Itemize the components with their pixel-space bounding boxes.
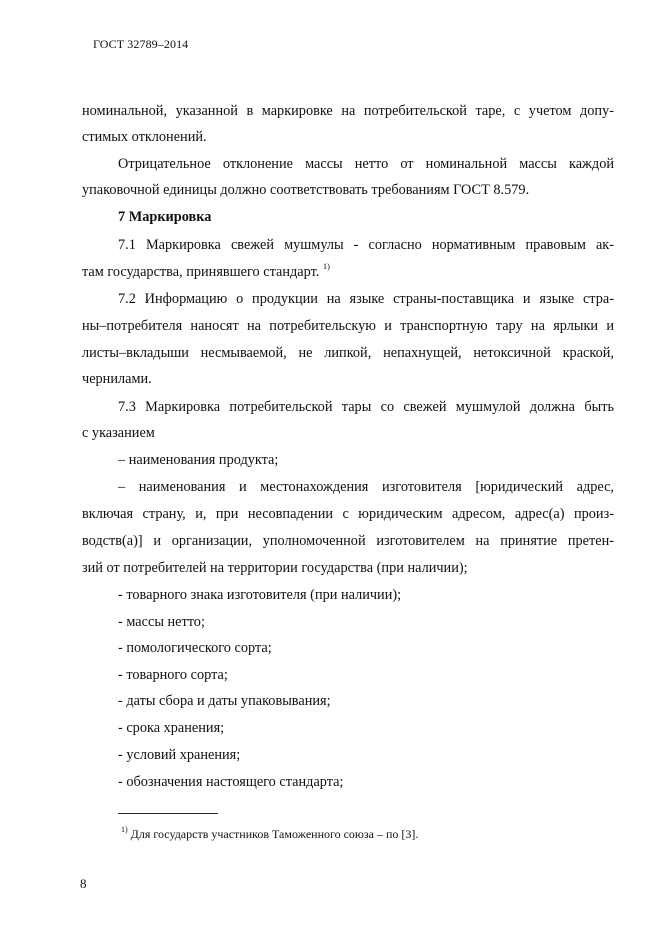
paragraph-line: зий от потребителей на территории государства (при наличии);	[82, 560, 468, 576]
footnote-separator	[118, 813, 218, 814]
list-item: - срока хранения;	[118, 720, 225, 736]
footnote-text: Для государств участников Таможенного союза – по [3].	[130, 827, 419, 841]
list-item: - условий хранения;	[118, 747, 241, 763]
list-item: - товарного знака изготовителя (при наличии);	[118, 587, 402, 603]
paragraph-line: включая страну, и, при несовпадении с юридическим адресом, адрес(а) произ-	[82, 506, 614, 522]
footnote	[121, 827, 418, 841]
paragraph-line: стимых отклонений.	[82, 129, 207, 145]
paragraph-line: чернилами.	[82, 371, 152, 387]
paragraph-line: листы–вкладыши несмываемой, не липкой, непахнущей, нетоксичной краской,	[82, 345, 614, 361]
page-number: 8	[80, 876, 87, 891]
section-heading: 7 Маркировка	[118, 209, 212, 225]
paragraph-line: 7.1 Маркировка свежей мушмулы - согласно нормативным правовым ак-	[118, 237, 614, 253]
list-item: - товарного сорта;	[118, 667, 228, 683]
paragraph-line: Отрицательное отклонение массы нетто от номинальной массы каждой	[118, 156, 614, 172]
paragraph-line: ны–потребителя наносят на потребительскую и транспортную тару на ярлыки и	[82, 318, 614, 334]
paragraph-line	[82, 263, 330, 281]
list-item: - массы нетто;	[118, 614, 205, 630]
paragraph-line: 7.2 Информацию о продукции на языке страны-поставщика и языке стра-	[118, 291, 614, 307]
list-item: - обозначения настоящего стандарта;	[118, 774, 344, 790]
list-item: - даты сбора и даты упаковывания;	[118, 693, 331, 709]
list-item: – наименования продукта;	[118, 452, 279, 468]
paragraph-line: упаковочной единицы должно соответствовать требованиям ГОСТ 8.579.	[82, 182, 530, 198]
list-item: – наименования и местонахождения изготовителя [юридический адрес,	[118, 479, 614, 495]
paragraph-line: 7.3 Маркировка потребительской тары со свежей мушмулой должна быть	[118, 399, 614, 415]
paragraph-line: с указанием	[82, 425, 155, 441]
paragraph-line: водств(а)] и организации, уполномоченной изготовителем на принятие претен-	[82, 533, 614, 549]
document-header: ГОСТ 32789–2014	[93, 37, 189, 51]
paragraph-line: номинальной, указанной в маркировке на потребительской таре, с учетом допу-	[82, 103, 614, 119]
list-item: - помологического сорта;	[118, 640, 272, 656]
footnote-reference: 1)	[322, 261, 331, 271]
paragraph-line-text: там государства, принявшего стандарт.	[82, 264, 320, 280]
footnote-marker: 1)	[121, 825, 128, 834]
